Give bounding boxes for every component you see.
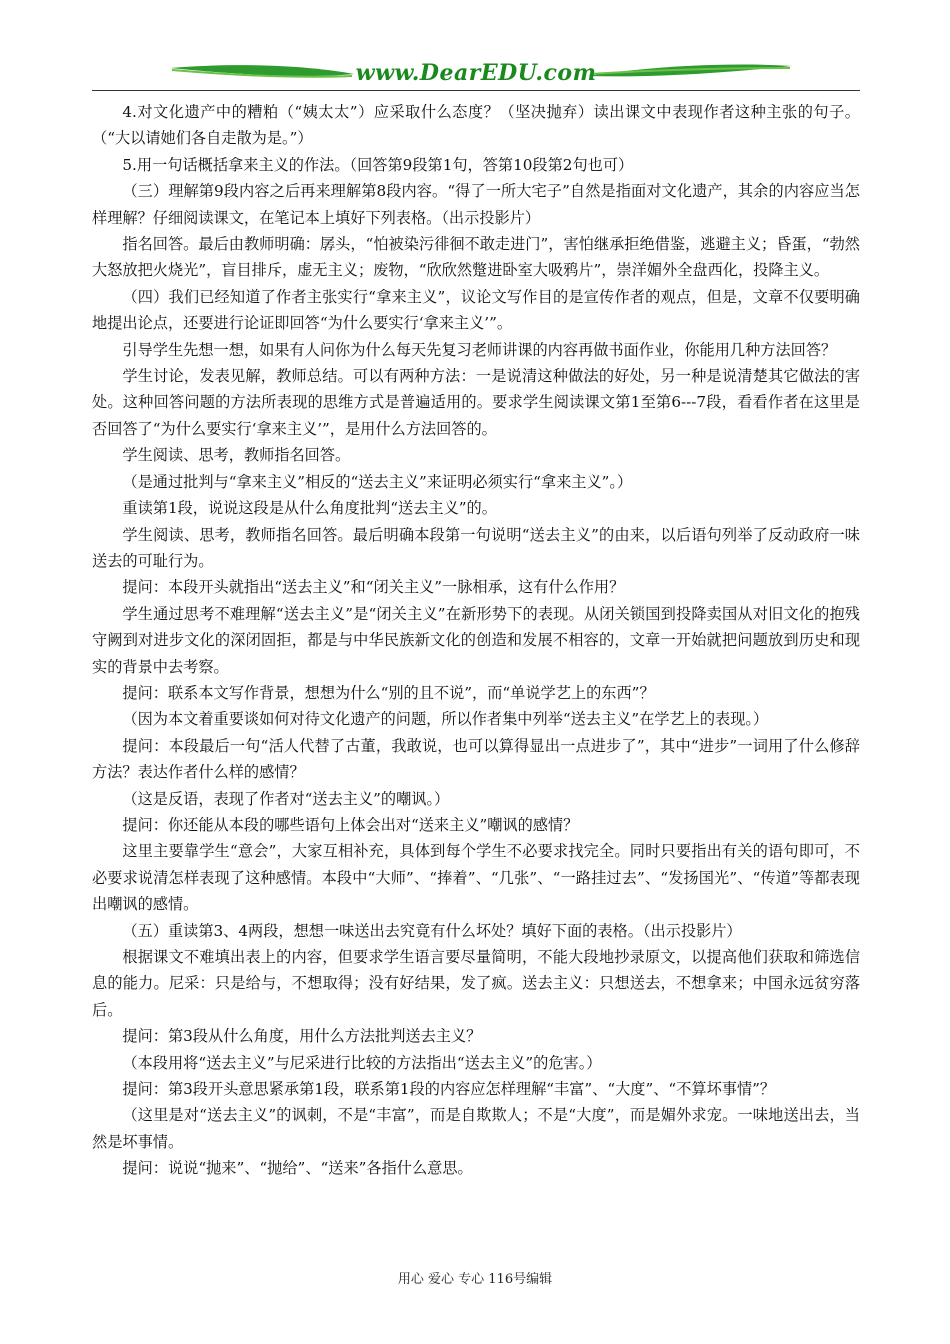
header-divider <box>92 90 860 91</box>
paragraph: 提问：第3段开头意思紧承第1段，联系第1段的内容应怎样理解“丰富”、“大度”、“不算坏事情”？ <box>122 1080 776 1099</box>
paragraph: 提问：说说“抛来”、“抛给”、“送来”各指什么意思。 <box>122 1159 473 1178</box>
paragraph: 提问：本段最后一句“活人代替了古董，我敢说，也可以算得显出一点进步了”，其中“进步”一词用了什么修辞方法？表达作者什么样的感情？ <box>92 736 860 782</box>
paragraph: 学生阅读、思考，教师指名回答。 <box>122 446 351 465</box>
paragraph: 根据课文不难填出表上的内容，但要求学生语言要尽量简明，不能大段地抄录原文，以提高他们获取和筛选信息的能力。尼采：只是给与，不想取得；没有好结果，发了疯。送去主义：只想送去，不想拿来；中国永远贫穷落后。 <box>92 948 860 1019</box>
paragraph: （因为本文着重要谈如何对待文化遗产的问题，所以作者集中列举“送去主义”在学艺上的表现。） <box>122 710 769 729</box>
paragraph: （四）我们已经知道了作者主张实行“拿来主义”，议论文写作目的是宣传作者的观点，但是，文章不仅要明确地提出论点，还要进行论证即回答“为什么要实行‘拿来主义’”。 <box>92 287 860 333</box>
site-header <box>92 56 860 92</box>
paragraph: 指名回答。最后由教师明确：孱头，“怕被染污徘徊不敢走进门”，害怕继承拒绝借鉴，逃避主义；昏蛋，“勃然大怒放把火烧光”，盲目排斥，虚无主义；废物，“欣欣然蹩进卧室大吸鸦片”，崇洋媚外全盘西化，投降主义。 <box>92 235 860 280</box>
paragraph: 提问：联系本文写作背景，想想为什么“别的且不说”，而“单说学艺上的东西”？ <box>122 683 655 702</box>
paragraph: （是通过批判与“拿来主义”相反的“送去主义”来证明必须实行“拿来主义”。） <box>122 472 633 491</box>
paragraph: 提问：你还能从本段的哪些语句上体会出对“送来主义”嘲讽的感情？ <box>122 815 579 834</box>
paragraph: 学生阅读、思考，教师指名回答。最后明确本段第一句说明“送去主义”的由来，以后语句列举了反动政府一味送去的可耻行为。 <box>92 525 860 570</box>
paragraph: 重读第1段，说说这段是从什么角度批判“送去主义”的。 <box>122 499 497 518</box>
paragraph: 学生讨论，发表见解，教师总结。可以有两种方法：一是说清这种做法的好处，另一种是说清楚其它做法的害处。这种回答问题的方法所表现的思维方式是普遍适用的。要求学生阅读课文第1至第6---7段，看看作者在这里是否回答了“为什么要实行‘拿来主义’”，是用什么方法回答的。 <box>92 367 860 438</box>
paragraph: 学生通过思考不难理解“送去主义”是“闭关主义”在新形势下的表现。从闭关锁国到投降卖国从对旧文化的抱残守阙到对进步文化的深闭固拒，都是与中华民族新文化的创造和发展不相容的，文章一开始就把问题放到历史和现实的背景中去考察。 <box>92 604 860 676</box>
paragraph: （五）重读第3、4两段，想想一味送出去究竟有什么坏处？填好下面的表格。（出示投影片） <box>122 921 742 940</box>
paragraph: 引导学生先想一想，如果有人问你为什么每天先复习老师讲课的内容再做书面作业，你能用几种方法回答？ <box>122 340 837 359</box>
paragraph: （这里是对“送去主义”的讽刺，不是“丰富”，而是自欺欺人；不是“大度”，而是媚外求宠。一味地送出去，当然是坏事情。 <box>92 1106 860 1151</box>
document-body <box>92 99 860 1182</box>
paragraph: 提问：本段开头就指出“送去主义”和“闭关主义”一脉相承，这有什么作用？ <box>122 578 625 597</box>
paragraph: 4.对文化遗产中的糟粕（“姨太太”）应采取什么态度？（坚决抛弃）读出课文中表现作者这种主张的句子。（“大以请她们各自走散为是。”） <box>92 103 860 148</box>
paragraph: 5.用一句话概括拿来主义的作法。（回答第9段第1句，答第10段第2句也可） <box>122 155 634 174</box>
paragraph: （这是反语，表现了作者对“送去主义”的嘲讽。） <box>122 789 450 808</box>
site-brand-logo: www.DearEDU.com <box>355 60 597 86</box>
paragraph: （本段用将“送去主义”与尼采进行比较的方法指出“送去主义”的危害。） <box>122 1053 602 1072</box>
paragraph: 这里主要靠学生“意会”，大家互相补充，具体到每个学生不必要求找完全。同时只要指出有关的语句即可，不必要求说清怎样表现了这种感情。本段中“大师”、“捧着”、“几张”、“一路挂过去”、“发扬国光”、“传道”等都表现出嘲讽的感情。 <box>92 842 860 914</box>
page-footer: 用心 爱心 专心 116号编辑 <box>397 1272 553 1287</box>
paragraph: 提问：第3段从什么角度，用什么方法批判送去主义？ <box>122 1027 482 1046</box>
paragraph: （三）理解第9段内容之后再来理解第8段内容。“得了一所大宅子”自然是指面对文化遗产，其余的内容应当怎样理解？仔细阅读课文，在笔记本上填好下列表格。（出示投影片） <box>92 182 860 227</box>
